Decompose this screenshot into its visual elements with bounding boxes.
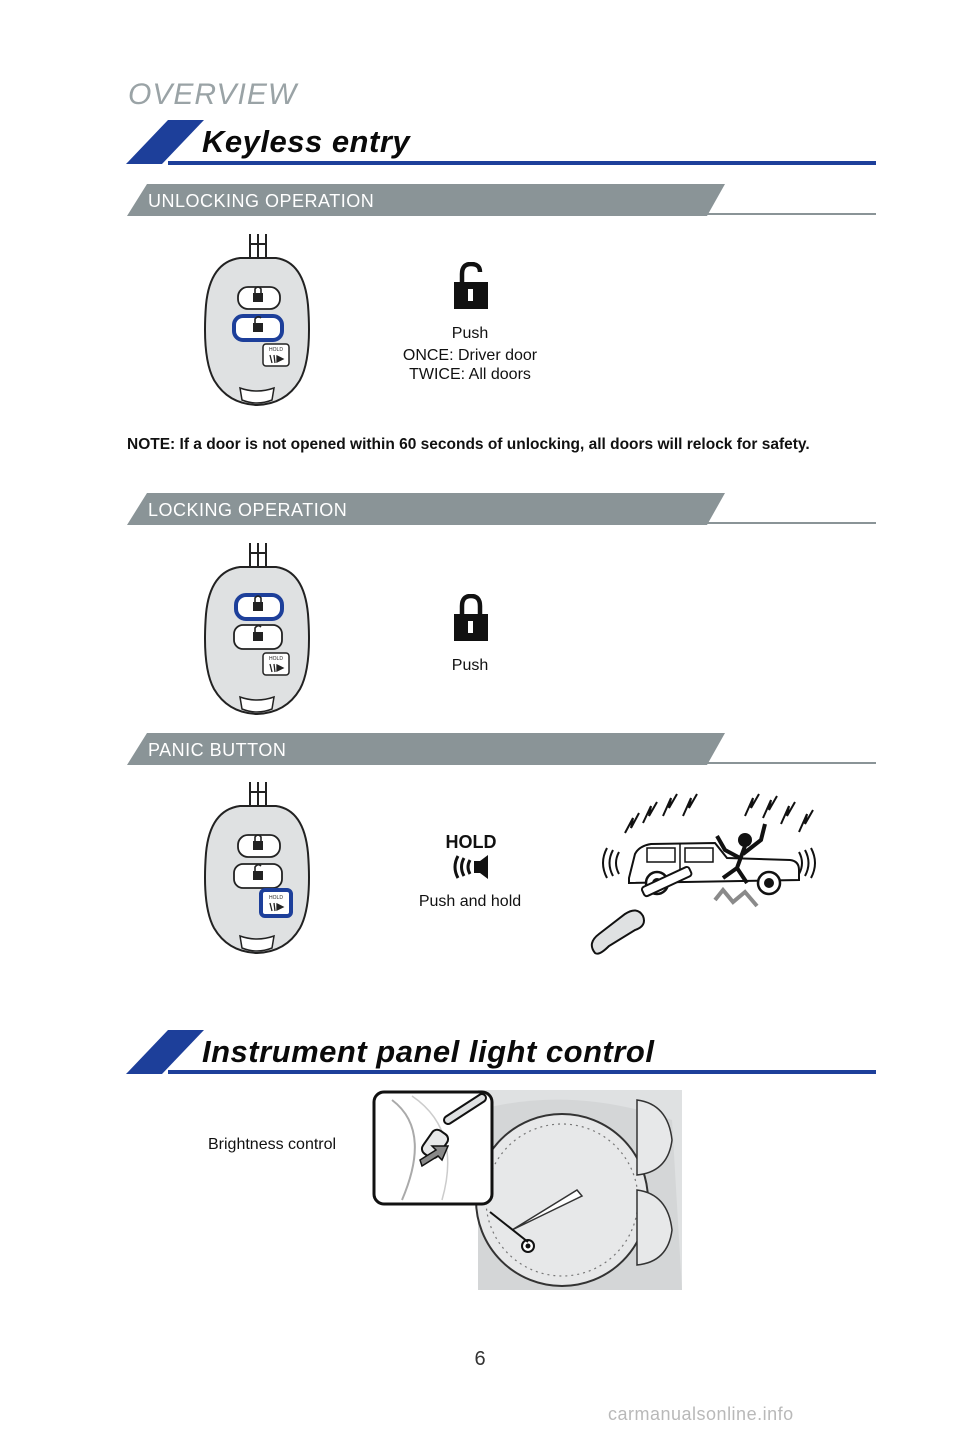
unlock-once-label: ONCE: Driver door: [402, 347, 538, 364]
instrument-cluster-illustration: [372, 1090, 682, 1290]
hold-text: HOLD: [445, 832, 497, 852]
panic-title: PANIC BUTTON: [148, 740, 287, 760]
section-rule: [168, 161, 876, 165]
overview-heading: OVERVIEW: [128, 78, 298, 111]
keyless-entry-title: Keyless entry: [202, 124, 411, 159]
unlock-twice-label: TWICE: All doors: [409, 366, 531, 383]
panic-alarm-illustration: [585, 788, 840, 958]
section-marker: [126, 1030, 204, 1074]
key-fob-unlock: [200, 230, 315, 412]
unlock-icon: [452, 262, 490, 310]
key-fob-lock: [200, 539, 315, 721]
lock-icon: [452, 594, 490, 642]
instrument-panel-title: Instrument panel light control: [202, 1034, 655, 1069]
watermark-text: carmanualsonline.info: [608, 1404, 794, 1424]
fob-hold-text: HOLD: [269, 347, 283, 353]
relock-note: NOTE: If a door is not opened within 60 seconds of unlocking, all doors will relock for safety.: [127, 436, 810, 453]
lock-push-label: Push: [451, 657, 489, 674]
subheader-rule: [700, 762, 876, 764]
push-and-hold-label: Push and hold: [418, 893, 522, 910]
section-rule: [168, 1070, 876, 1074]
panic-alarm-icon: [452, 852, 492, 882]
fob-hold-text: HOLD: [269, 656, 283, 662]
page-number: 6: [474, 1348, 486, 1370]
subheader-rule: [700, 522, 876, 524]
unlocking-title: UNLOCKING OPERATION: [148, 191, 375, 211]
locking-title: LOCKING OPERATION: [148, 500, 348, 520]
key-fob-panic: [200, 778, 315, 960]
subheader-rule: [700, 213, 876, 215]
unlock-push-label: Push: [451, 325, 489, 342]
section-marker: [126, 120, 204, 164]
fob-hold-text: HOLD: [269, 895, 283, 901]
brightness-control-label: Brightness control: [208, 1136, 337, 1153]
